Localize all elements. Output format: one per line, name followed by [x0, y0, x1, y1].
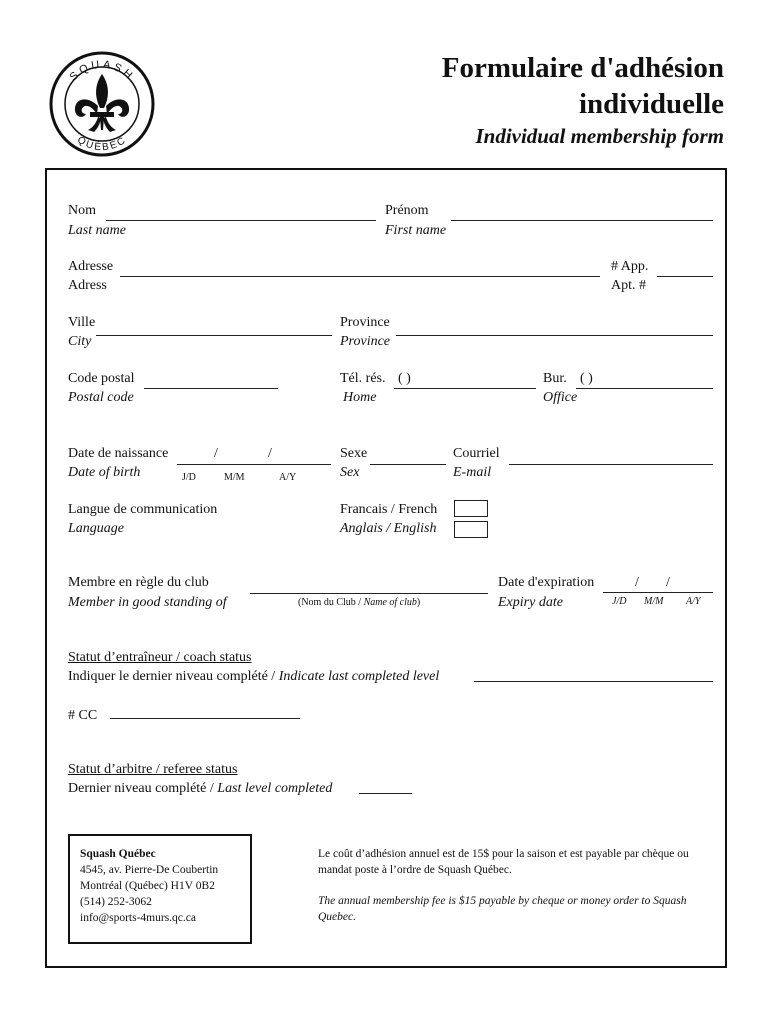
exp-jd-label: J/D: [612, 596, 627, 607]
contact-city: Montréal (Québec) H1V 0B2: [80, 880, 215, 892]
language-label: Language: [68, 521, 124, 536]
club-name-caption-fr: (Nom du Club /: [298, 597, 364, 608]
date-naissance-label: Date de naissance: [68, 446, 169, 461]
ville-label: Ville: [68, 315, 96, 330]
home-label: Home: [343, 390, 377, 405]
exp-slash-1: /: [635, 575, 639, 590]
dob-jd-label: J/D: [182, 472, 196, 483]
last-name-label: Last name: [68, 223, 126, 238]
date-expiration-label: Date d'expiration: [498, 575, 595, 590]
dob-slash-2: /: [268, 446, 272, 461]
adresse-label: Adresse: [68, 259, 114, 274]
expiry-date-field[interactable]: [603, 592, 713, 593]
postal-code-label: Postal code: [68, 390, 134, 405]
office-label: Office: [543, 390, 578, 405]
exp-mm-label: M/M: [644, 596, 664, 607]
postal-code-field[interactable]: [144, 388, 278, 389]
prenom-label: Prénom: [385, 203, 429, 218]
form-title-line2: individuelle: [578, 88, 724, 120]
office-phone-field[interactable]: [576, 388, 713, 389]
member-label: Member in good standing of: [68, 595, 227, 610]
referee-status-heading: Statut d’arbitre / referee status: [68, 762, 238, 777]
city-field[interactable]: [96, 335, 332, 336]
squash-quebec-logo: [48, 50, 156, 158]
contact-street: 4545, av. Pierre-De Coubertin: [80, 864, 219, 876]
email-label: E-mail: [453, 465, 492, 480]
contact-email: info@sports-4murs.qc.ca: [80, 912, 196, 924]
city-label: City: [68, 334, 92, 349]
sex-label: Sex: [340, 465, 360, 480]
coach-level-en: Indicate last completed level: [278, 669, 440, 684]
referee-level-en: Last level completed: [217, 781, 333, 796]
langue-label: Langue de communication: [68, 502, 218, 517]
province-en-label: Province: [340, 334, 391, 349]
club-name-caption-close: ): [416, 597, 421, 608]
expiry-date-label: Expiry date: [498, 595, 563, 610]
cc-field[interactable]: [110, 718, 300, 719]
home-phone-field[interactable]: [394, 388, 536, 389]
contact-box: [68, 834, 252, 944]
dob-ay-label: A/Y: [279, 472, 297, 483]
form-subtitle: Individual membership form: [475, 124, 724, 148]
bur-label: Bur.: [543, 371, 567, 386]
logo-bottom-text: QUÉBEC: [75, 134, 129, 154]
exp-ay-label: A/Y: [686, 596, 701, 607]
tel-area-paren: ( ): [398, 371, 411, 386]
fee-note-fr: Le coût d’adhésion annuel est de 15$ pour la saison et est payable par chèque ou mandat poste à l’ordre de Squash Québec.: [318, 848, 689, 876]
province-field[interactable]: [396, 335, 713, 336]
date-of-birth-field[interactable]: [177, 464, 331, 465]
courriel-label: Courriel: [453, 446, 500, 461]
coach-level-label: [68, 669, 439, 685]
dob-mm-label: M/M: [224, 472, 245, 483]
club-name-caption: [298, 597, 420, 608]
club-name-field[interactable]: [250, 593, 488, 594]
first-name-label: First name: [385, 223, 447, 238]
club-name-caption-en: Name of club: [363, 597, 417, 608]
address-field[interactable]: [120, 276, 600, 277]
coach-level-field[interactable]: [474, 681, 713, 682]
logo-top-text: SQUASH: [67, 58, 137, 84]
sex-field[interactable]: [370, 464, 446, 465]
english-checkbox[interactable]: [454, 521, 488, 538]
anglais-label: Anglais / English: [340, 521, 437, 536]
apt-field[interactable]: [657, 276, 713, 277]
nom-label: Nom: [68, 203, 96, 218]
french-checkbox[interactable]: [454, 500, 488, 517]
form-title-line1: Formulaire d'adhésion: [441, 52, 724, 84]
francais-label: Francais / French: [340, 502, 438, 517]
referee-level-label: [68, 781, 332, 797]
contact-name: Squash Québec: [80, 848, 156, 860]
contact-phone: (514) 252-3062: [80, 896, 152, 908]
tel-res-label: Tél. rés.: [340, 371, 386, 386]
cc-label: # CC: [68, 708, 98, 723]
coach-status-heading: Statut d’entraîneur / coach status: [68, 650, 252, 665]
first-name-field[interactable]: [451, 220, 713, 221]
exp-slash-2: /: [666, 575, 670, 590]
bur-area-paren: ( ): [580, 371, 593, 386]
sexe-label: Sexe: [340, 446, 368, 461]
address-label: Adress: [68, 278, 107, 293]
dob-slash-1: /: [214, 446, 218, 461]
date-of-birth-label: Date of birth: [68, 465, 141, 480]
coach-level-fr: Indiquer le dernier niveau complété /: [68, 669, 279, 684]
last-name-field[interactable]: [106, 220, 376, 221]
fee-note-en: The annual membership fee is $15 payable by cheque or money order to Squash Quebec.: [318, 895, 687, 923]
email-field[interactable]: [509, 464, 713, 465]
referee-level-field[interactable]: [359, 793, 412, 794]
referee-level-fr: Dernier niveau complété /: [68, 781, 218, 796]
apt-label: Apt. #: [611, 278, 646, 293]
app-label: # App.: [611, 259, 649, 274]
province-label: Province: [340, 315, 390, 330]
fleur-de-lis-icon: [75, 74, 129, 132]
code-postal-label: Code postal: [68, 371, 135, 386]
membre-label: Membre en règle du club: [68, 575, 209, 590]
